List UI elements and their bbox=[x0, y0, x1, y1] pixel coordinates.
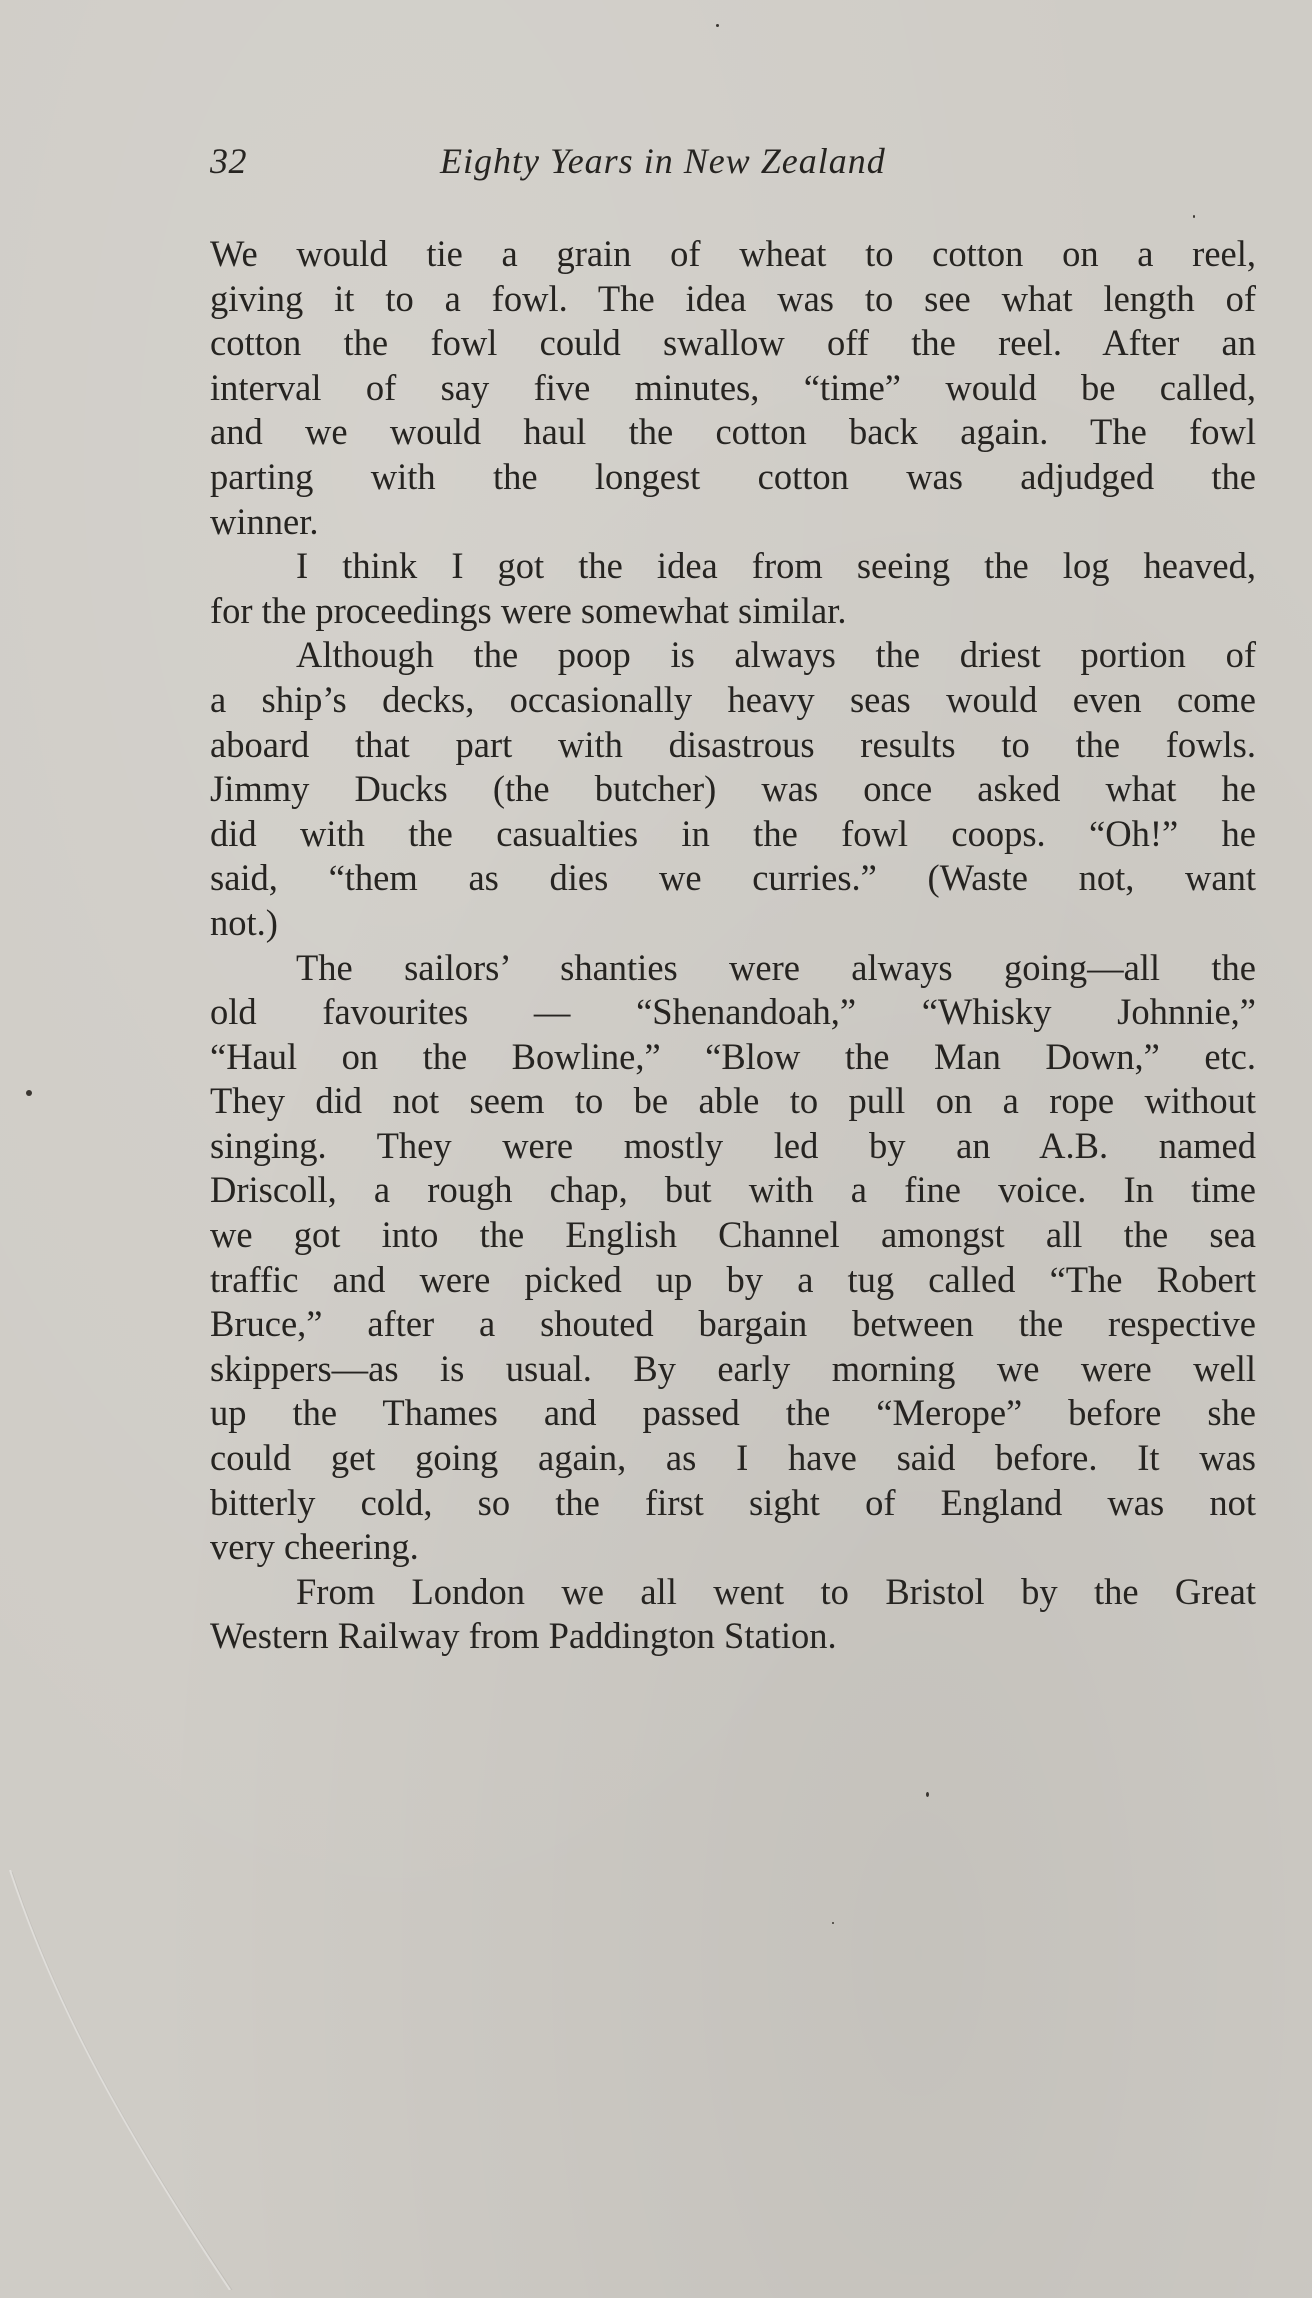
text-line: From London we all went to Bristol by the Great bbox=[296, 1570, 1256, 1612]
text-line: Western Railway from Paddington Station. bbox=[210, 1615, 837, 1657]
paper-speck bbox=[26, 1090, 32, 1096]
text-line: up the Thames and passed the “Merope” before she bbox=[210, 1392, 1256, 1434]
paper-speck bbox=[832, 1922, 834, 1924]
text-line: Bruce,” after a shouted bargain between the respective bbox=[210, 1303, 1256, 1345]
text-line: did with the casualties in the fowl coops. “Oh!” he bbox=[210, 812, 1256, 854]
text-line: and we would haul the cotton back again. The fowl bbox=[210, 411, 1256, 453]
text-line: I think I got the idea from seeing the log heaved, bbox=[296, 545, 1256, 587]
text-line: winner. bbox=[210, 500, 319, 542]
text-line: we got into the English Channel amongst all the sea bbox=[210, 1214, 1256, 1256]
text-line: “Haul on the Bowline,” “Blow the Man Down,” etc. bbox=[210, 1035, 1256, 1077]
text-line: very cheering. bbox=[210, 1526, 419, 1568]
text-line: parting with the longest cotton was adjudged the bbox=[210, 455, 1256, 497]
text-line: aboard that part with disastrous results to the fowls. bbox=[210, 723, 1256, 765]
paper-crease bbox=[0, 1870, 260, 2290]
text-line: bitterly cold, so the first sight of England was not bbox=[210, 1481, 1256, 1523]
text-line: Jimmy Ducks (the butcher) was once asked what he bbox=[210, 768, 1256, 810]
text-line: could get going again, as I have said before. It was bbox=[210, 1437, 1256, 1479]
text-line: The sailors’ shanties were always going—all the bbox=[296, 946, 1256, 988]
text-line: Although the poop is always the driest portion of bbox=[296, 634, 1256, 676]
text-line: giving it to a fowl. The idea was to see what length of bbox=[210, 277, 1256, 319]
text-line: interval of say five minutes, “time” would be called, bbox=[210, 366, 1256, 408]
text-line: skippers—as is usual. By early morning we were well bbox=[210, 1347, 1256, 1389]
paper-speck bbox=[716, 24, 719, 27]
body-text bbox=[210, 232, 1256, 1659]
text-line: for the proceedings were somewhat similar. bbox=[210, 589, 847, 631]
text-line: traffic and were picked up by a tug called “The Robert bbox=[210, 1258, 1256, 1300]
running-head bbox=[210, 140, 1260, 190]
text-line: old favourites — “Shenandoah,” “Whisky Johnnie,” bbox=[210, 991, 1256, 1033]
text-line: They did not seem to be able to pull on a rope without bbox=[210, 1080, 1256, 1122]
paper-speck bbox=[926, 1792, 929, 1797]
text-line: Driscoll, a rough chap, but with a fine voice. In time bbox=[210, 1169, 1256, 1211]
page-number: 32 bbox=[210, 141, 247, 181]
text-line: cotton the fowl could swallow off the reel. After an bbox=[210, 322, 1256, 364]
text-line: We would tie a grain of wheat to cotton on a reel, bbox=[210, 233, 1256, 274]
text-line: singing. They were mostly led by an A.B. named bbox=[210, 1124, 1256, 1166]
running-title: Eighty Years in New Zealand bbox=[440, 141, 886, 181]
paper-speck bbox=[1193, 215, 1195, 218]
text-line: said, “them as dies we curries.” (Waste not, want bbox=[210, 857, 1256, 899]
text-line: a ship’s decks, occasionally heavy seas would even come bbox=[210, 678, 1256, 720]
text-line: not.) bbox=[210, 901, 278, 943]
